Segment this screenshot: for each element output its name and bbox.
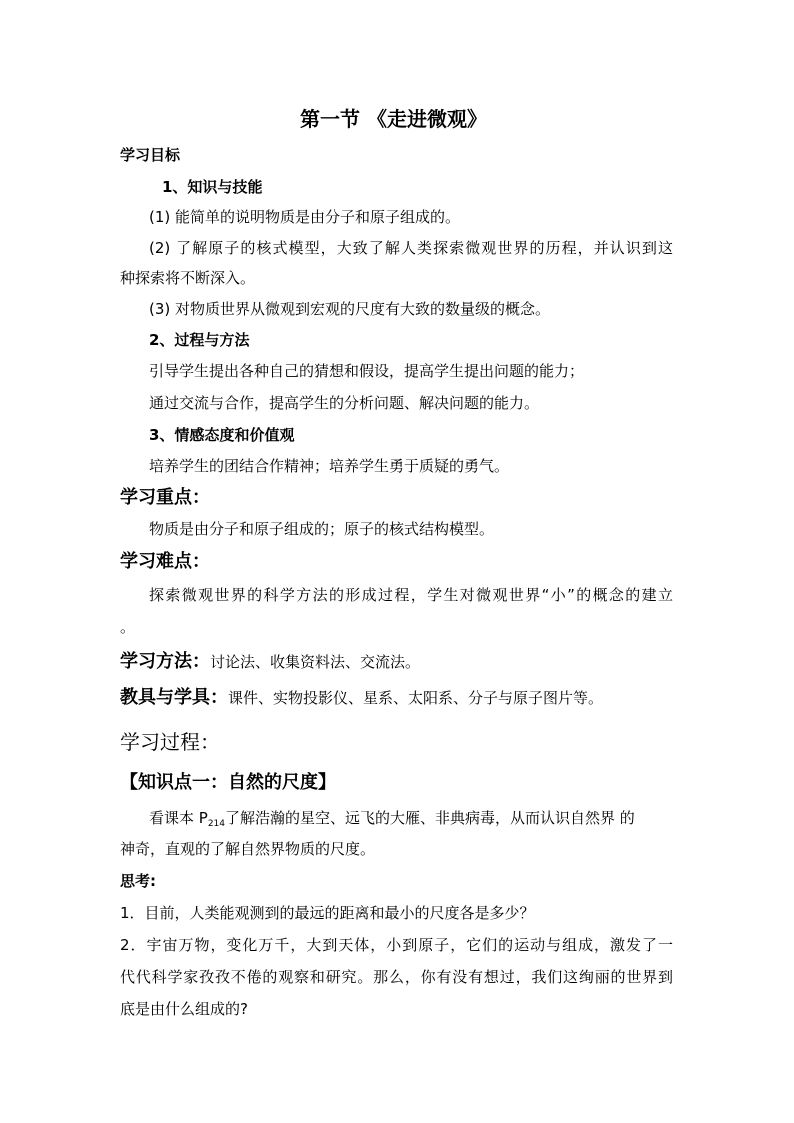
- knowledge-item: (2) 了解原子的核式模型，大致了解人类探索微观世界的历程，并认识到这: [149, 239, 673, 257]
- knowledge-heading: 1、知识与技能: [162, 178, 263, 196]
- tools-heading: 教具与学具：: [120, 687, 228, 708]
- point-one-text-rest: 了解浩瀚的星空、远飞的大雁、非典病毒，从而认识自然界 的: [225, 809, 635, 827]
- knowledge-item: (3) 对物质世界从微观到宏观的尺度有大致的数量级的概念。: [149, 300, 551, 318]
- think-question-1: 1．目前，人类能观测到的最远的距离和最小的尺度各是多少？: [120, 904, 535, 922]
- process-section-heading: 学习过程：: [120, 730, 220, 754]
- think-question-2-continued: 代代科学家孜孜不倦的观察和研究。那么，你有没有想过，我们这绚丽的世界到: [120, 968, 673, 986]
- difficulties-text: 探索微观世界的科学方法的形成过程，学生对微观世界“小”的概念的建立: [149, 586, 673, 604]
- difficulties-text-continued: 。: [120, 618, 136, 636]
- difficulties-heading: 学习难点：: [120, 551, 210, 572]
- knowledge-item: (1) 能简单的说明物质是由分子和原子组成的。: [149, 208, 461, 226]
- page-title: 第一节 《走进微观》: [300, 107, 487, 131]
- point-one-text: [149, 808, 635, 834]
- process-item: 通过交流与合作，提高学生的分析问题、解决问题的能力。: [149, 394, 540, 412]
- process-heading: 2、过程与方法: [149, 331, 250, 349]
- key-points-heading: 学习重点：: [120, 487, 210, 508]
- textbook-page-prefix: 看课本 P: [149, 809, 208, 827]
- key-points-text: 物质是由分子和原子组成的；原子的核式结构模型。: [149, 520, 495, 538]
- textbook-page-number: 214: [207, 819, 226, 829]
- tools-text: 课件、实物投影仪、星系、太阳系、分子与原子图片等。: [228, 689, 604, 707]
- think-question-2: 2．宇宙万物，变化万千，大到天体，小到原子，它们的运动与组成，激发了一: [120, 936, 673, 954]
- think-heading: 思考:: [120, 872, 156, 890]
- point-one-text-continued: 神奇，直观的了解自然界物质的尺度。: [120, 840, 376, 858]
- emotion-heading: 3、情感态度和价值观: [149, 426, 295, 444]
- process-item: 引导学生提出各种自己的猜想和假设，提高学生提出问题的能力；: [149, 362, 585, 380]
- tools-line: [120, 686, 603, 710]
- point-one-heading: 【知识点一：自然的尺度】: [120, 772, 336, 793]
- methods-heading: 学习方法：: [120, 651, 210, 672]
- emotion-text: 培养学生的团结合作精神；培养学生勇于质疑的勇气。: [149, 457, 510, 475]
- methods-line: [120, 650, 420, 674]
- objectives-heading: 学习目标: [120, 146, 181, 164]
- knowledge-item-continued: 种探索将不断深入。: [120, 269, 256, 287]
- methods-text: 讨论法、收集资料法、交流法。: [210, 653, 421, 671]
- think-question-2-end: 底是由什么组成的?: [120, 1000, 248, 1018]
